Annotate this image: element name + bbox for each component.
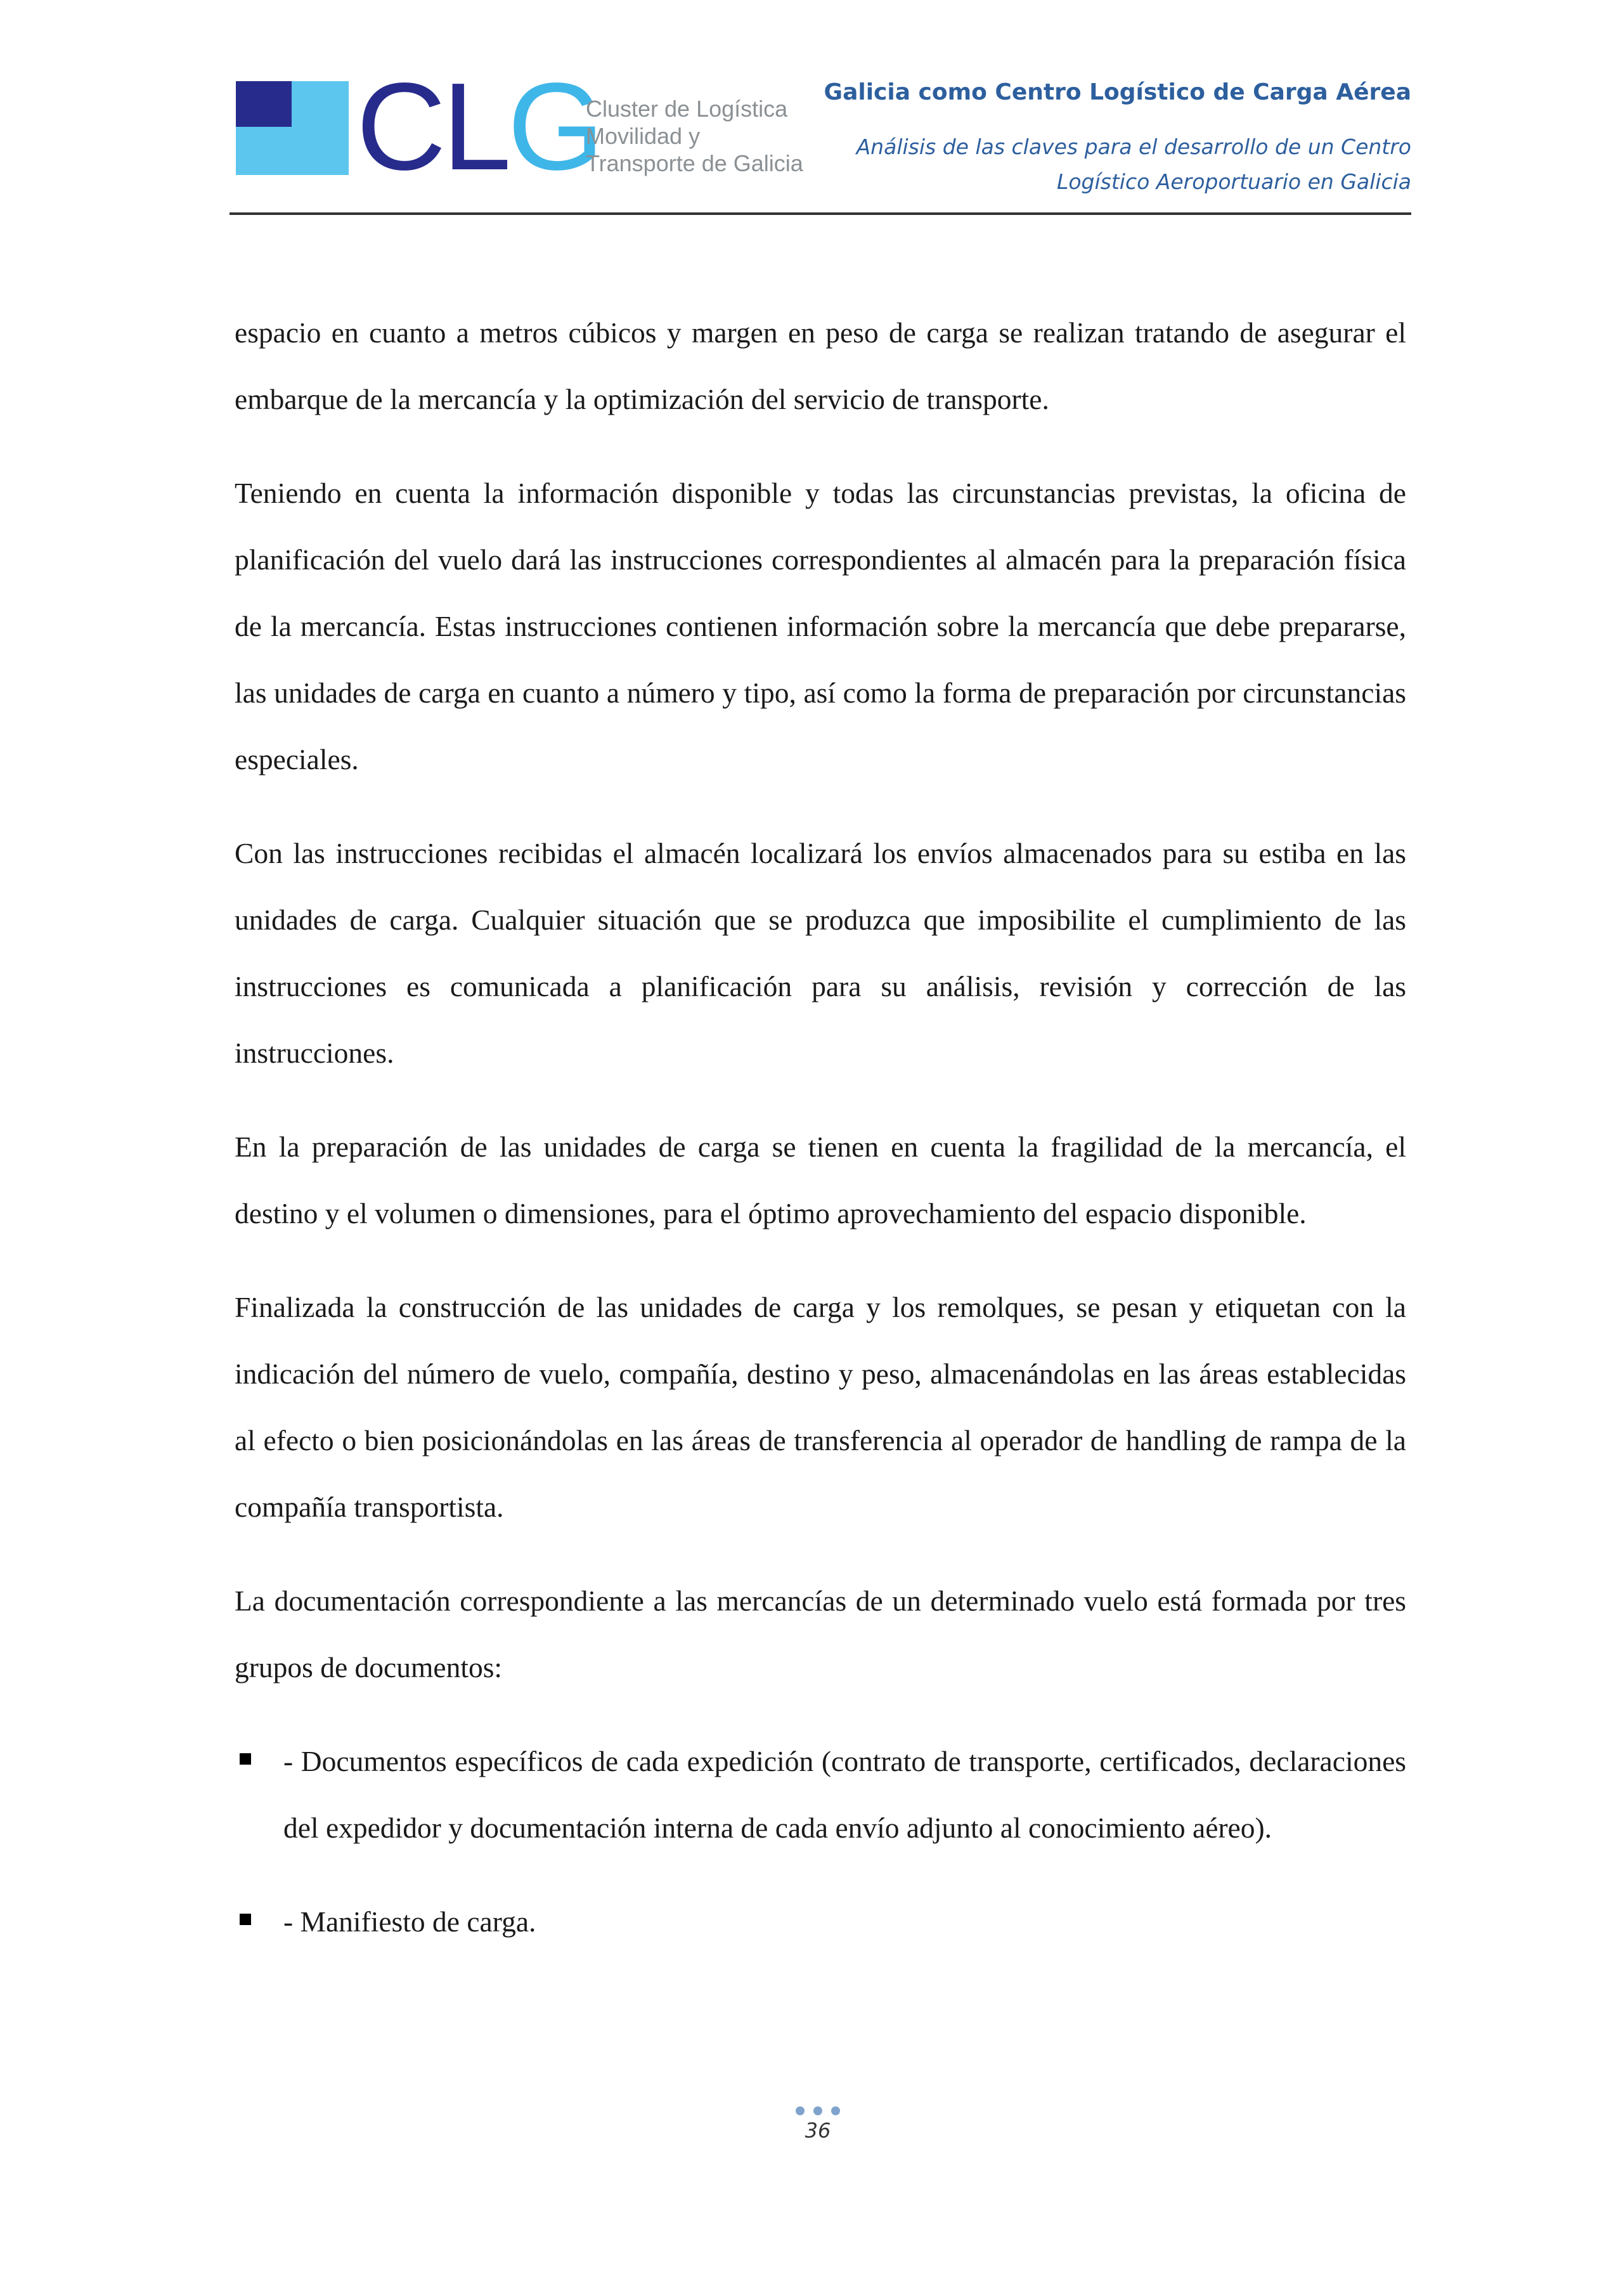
logo-tagline: [586, 95, 803, 177]
body-paragraph-3: Con las instrucciones recibidas el almacén localizará los envíos almacenados para su estiba en las unidades de carga. Cualquier situación que se produzca que imposibilite el cumplimiento de las instrucciones es comunicada a planificación para su análisis, revisión y corrección de las instrucciones.: [235, 837, 1406, 1069]
document-title: Galicia como Centro Logístico de Carga Aérea: [824, 79, 1411, 105]
logo-tagline-line-3: Transporte de Galicia: [586, 150, 803, 176]
logo-letter-c: C: [356, 57, 443, 196]
logo-tagline-line-1: Cluster de Logística: [586, 96, 788, 122]
logo-letters: [356, 57, 601, 196]
footer-dot: [831, 2106, 840, 2115]
header-divider: [230, 212, 1411, 215]
body-paragraph-5: Finalizada la construcción de las unidades de carga y los remolques, se pesan y etiquetan con la indicación del número de vuelo, compañía, destino y peso, almacenándolas en las áreas establecidas al efecto o bien posicionándolas en las áreas de transferencia al operador de handling de rampa de la compañía transportista.: [235, 1291, 1406, 1523]
page-header: [230, 57, 1411, 216]
page-footer: [780, 2106, 856, 2143]
square-bullet-icon: [240, 1914, 251, 1925]
body-paragraph-6: La documentación correspondiente a las mercancías de un determinado vuelo está formada por tres grupos de documentos:: [235, 1585, 1406, 1683]
page-number: 36: [805, 2118, 831, 2143]
body-paragraph-1: espacio en cuanto a metros cúbicos y margen en peso de carga se realizan tratando de asegurar el embarque de la mercancía y la optimización del servicio de transporte.: [235, 316, 1406, 415]
footer-dots-icon: [780, 2106, 856, 2117]
footer-dot: [813, 2106, 822, 2115]
list-item-text: - Documentos específicos de cada expedición (contrato de transporte, certificados, declaraciones del expedidor y documentación interna de cada envío adjunto al conocimiento aéreo).: [283, 1745, 1406, 1844]
page-body: [235, 299, 1406, 1982]
body-paragraph-4: En la preparación de las unidades de carga se tienen en cuenta la fragilidad de la mercancía, el destino y el volumen o dimensiones, para el óptimo aprovechamiento del espacio disponible.: [235, 1131, 1406, 1229]
logo-tagline-line-2: Movilidad y: [586, 123, 701, 149]
clg-logo: [236, 57, 806, 196]
document-subtitle-line-2: Logístico Aeroportuario en Galicia: [1056, 169, 1411, 194]
list-item-text: - Manifiesto de carga.: [283, 1905, 536, 1938]
footer-dot: [796, 2106, 805, 2115]
document-subtitle-line-1: Análisis de las claves para el desarrollo de un Centro: [856, 134, 1411, 159]
list-item: [235, 1888, 1406, 1955]
list-item: [235, 1728, 1406, 1861]
logo-dark-square: [236, 81, 292, 127]
body-paragraph-2: Teniendo en cuenta la información disponible y todas las circunstancias previstas, la oficina de planificación del vuelo dará las instrucciones correspondientes al almacén para la preparación física de la mercancía. Estas instrucciones contienen información sobre la mercancía que debe prepararse, las unidades de carga en cuanto a número y tipo, así como la forma de preparación por circunstancias especiales.: [235, 477, 1406, 775]
document-groups-list: [235, 1728, 1406, 1955]
logo-letter-g: G: [507, 57, 601, 196]
logo-squares-mark: [236, 81, 349, 175]
header-titles: [824, 77, 1411, 199]
square-bullet-icon: [240, 1753, 251, 1765]
logo-letter-l: L: [442, 57, 508, 196]
